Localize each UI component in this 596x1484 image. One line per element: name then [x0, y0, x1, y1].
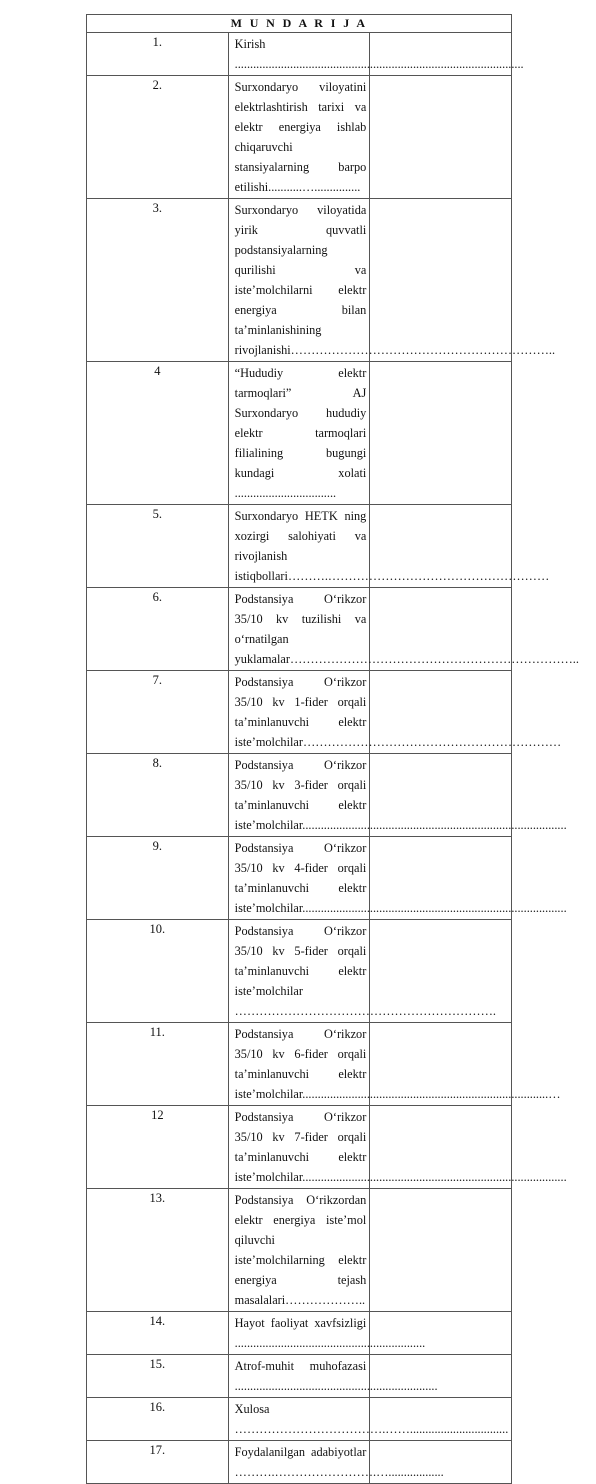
toc-row	[87, 199, 512, 362]
toc-item-title: Podstansiya O‘rikzor 35/10 kv 5-fider orqali ta’minlanuvchi elektr iste’molchilar ……………………………………………………….	[234, 924, 496, 1018]
toc-row	[87, 33, 512, 76]
toc-item-cell	[228, 1355, 438, 1398]
toc-item-page	[370, 199, 512, 362]
table-of-contents	[86, 14, 579, 1484]
toc-item-title: Surxondaryo viloyatida yirik quvvatli podstansiyalarning qurilishi va iste’molchilarni elektr energiya bilan ta’minlanishining rivojlanishi………………………………………………………..	[234, 203, 556, 357]
toc-item-title: Podstansiya O‘rikzor 35/10 kv 7-fider orqali ta’minlanuvchi elektr iste’molchilar......................................................................................	[234, 1110, 567, 1184]
toc-row	[87, 671, 512, 754]
toc-item-number: 15.	[87, 1355, 229, 1398]
toc-item-cell	[228, 837, 567, 920]
toc-item-cell	[228, 1106, 567, 1189]
toc-item-number: 6.	[87, 588, 229, 671]
toc-item-cell	[228, 754, 567, 837]
toc-item-title: Xulosa ……………………………….……................................	[234, 1402, 509, 1436]
toc-row	[87, 1355, 512, 1398]
toc-item-cell	[228, 362, 370, 505]
toc-item-title: “Hududiy elektr tarmoqlari” AJ Surxondaryo hududiy elektr tarmoqlari filialining bugungi kundagi xolati .................................	[234, 366, 367, 500]
toc-item-title: Podstansiya O‘rikzordan elektr energiya iste’mol qiluvchi iste’molchilarning elektr energiya tejash masalalari………………..	[234, 1193, 367, 1307]
toc-row	[87, 1106, 512, 1189]
toc-item-number: 11.	[87, 1023, 229, 1106]
toc-row	[87, 754, 512, 837]
toc-row	[87, 362, 512, 505]
toc-row	[87, 1189, 512, 1312]
toc-item-cell	[228, 1189, 370, 1312]
toc-item-cell	[228, 1312, 426, 1355]
toc-item-title: Kirish ..............................................................................................	[234, 37, 524, 71]
toc-item-page	[370, 1441, 512, 1484]
toc-item-title: Foydalanilgan adabiyotlar ……….…………………….…..................	[234, 1445, 444, 1479]
toc-item-page	[370, 1106, 512, 1189]
toc-item-number: 7.	[87, 671, 229, 754]
toc-row	[87, 1398, 512, 1441]
toc-item-page	[370, 1189, 512, 1312]
toc-item-number: 14.	[87, 1312, 229, 1355]
toc-item-title: Surxondaryo viloyatini elektrlashtirish tarixi va elektr energiya ishlab chiqaruvchi stansiyalarning barpo etilishi...........…...............	[234, 80, 367, 194]
toc-row	[87, 505, 512, 588]
toc-item-number: 1.	[87, 33, 229, 76]
toc-item-title: Surxondaryo HETK ning xozirgi salohiyati va rivojlanish istiqbollari……….………………………………………………	[234, 509, 550, 583]
toc-title: M U N D A R I J A	[87, 15, 512, 33]
toc-item-page	[370, 362, 512, 505]
toc-item-number: 9.	[87, 837, 229, 920]
toc-row	[87, 1312, 512, 1355]
toc-item-number: 12	[87, 1106, 229, 1189]
toc-item-number: 4	[87, 362, 229, 505]
toc-item-page	[370, 920, 512, 1023]
toc-item-page	[370, 1023, 512, 1106]
toc-row	[87, 588, 512, 671]
toc-item-number: 5.	[87, 505, 229, 588]
toc-item-number: 2.	[87, 76, 229, 199]
toc-item-page	[370, 1398, 512, 1441]
toc-item-cell	[228, 199, 556, 362]
toc-item-cell	[228, 76, 370, 199]
toc-row	[87, 920, 512, 1023]
toc-item-cell	[228, 505, 550, 588]
toc-row	[87, 76, 512, 199]
toc-item-cell	[228, 920, 496, 1023]
toc-item-title: Podstansiya O‘rikzor 35/10 kv 4-fider orqali ta’minlanuvchi elektr iste’molchilar......................................................................................	[234, 841, 567, 915]
toc-item-title: Podstansiya O‘rikzor 35/10 kv tuzilishi va o‘rnatilgan yuklamalar……………………………………………………………..	[234, 592, 579, 666]
toc-item-cell	[228, 1023, 561, 1106]
toc-title-row	[87, 15, 512, 33]
toc-item-number: 13.	[87, 1189, 229, 1312]
toc-item-title: Hayot faoliyat xavfsizligi ..............................................................	[234, 1316, 426, 1350]
toc-item-page	[370, 1355, 512, 1398]
toc-row	[87, 1441, 512, 1484]
toc-item-cell	[228, 671, 562, 754]
toc-item-cell	[228, 1398, 509, 1441]
toc-item-title: Podstansiya O‘rikzor 35/10 kv 3-fider orqali ta’minlanuvchi elektr iste’molchilar......................................................................................	[234, 758, 567, 832]
toc-item-number: 16.	[87, 1398, 229, 1441]
toc-item-number: 17.	[87, 1441, 229, 1484]
toc-item-page	[370, 1312, 512, 1355]
toc-item-title: Atrof-muhit muhofazasi ..................................................................	[234, 1359, 438, 1393]
toc-row	[87, 837, 512, 920]
toc-item-cell	[228, 1441, 444, 1484]
toc-item-cell	[228, 33, 524, 76]
toc-item-number: 8.	[87, 754, 229, 837]
toc-row	[87, 1023, 512, 1106]
toc-item-page	[370, 76, 512, 199]
toc-item-number: 10.	[87, 920, 229, 1023]
toc-item-title: Podstansiya O‘rikzor 35/10 kv 6-fider orqali ta’minlanuvchi elektr iste’molchilar................................................................................…	[234, 1027, 561, 1101]
toc-item-page	[370, 837, 512, 920]
toc-item-number: 3.	[87, 199, 229, 362]
toc-item-title: Podstansiya O‘rikzor 35/10 kv 1-fider orqali ta’minlanuvchi elektr iste’molchilar………………………………………………………	[234, 675, 562, 749]
toc-item-cell	[228, 588, 579, 671]
